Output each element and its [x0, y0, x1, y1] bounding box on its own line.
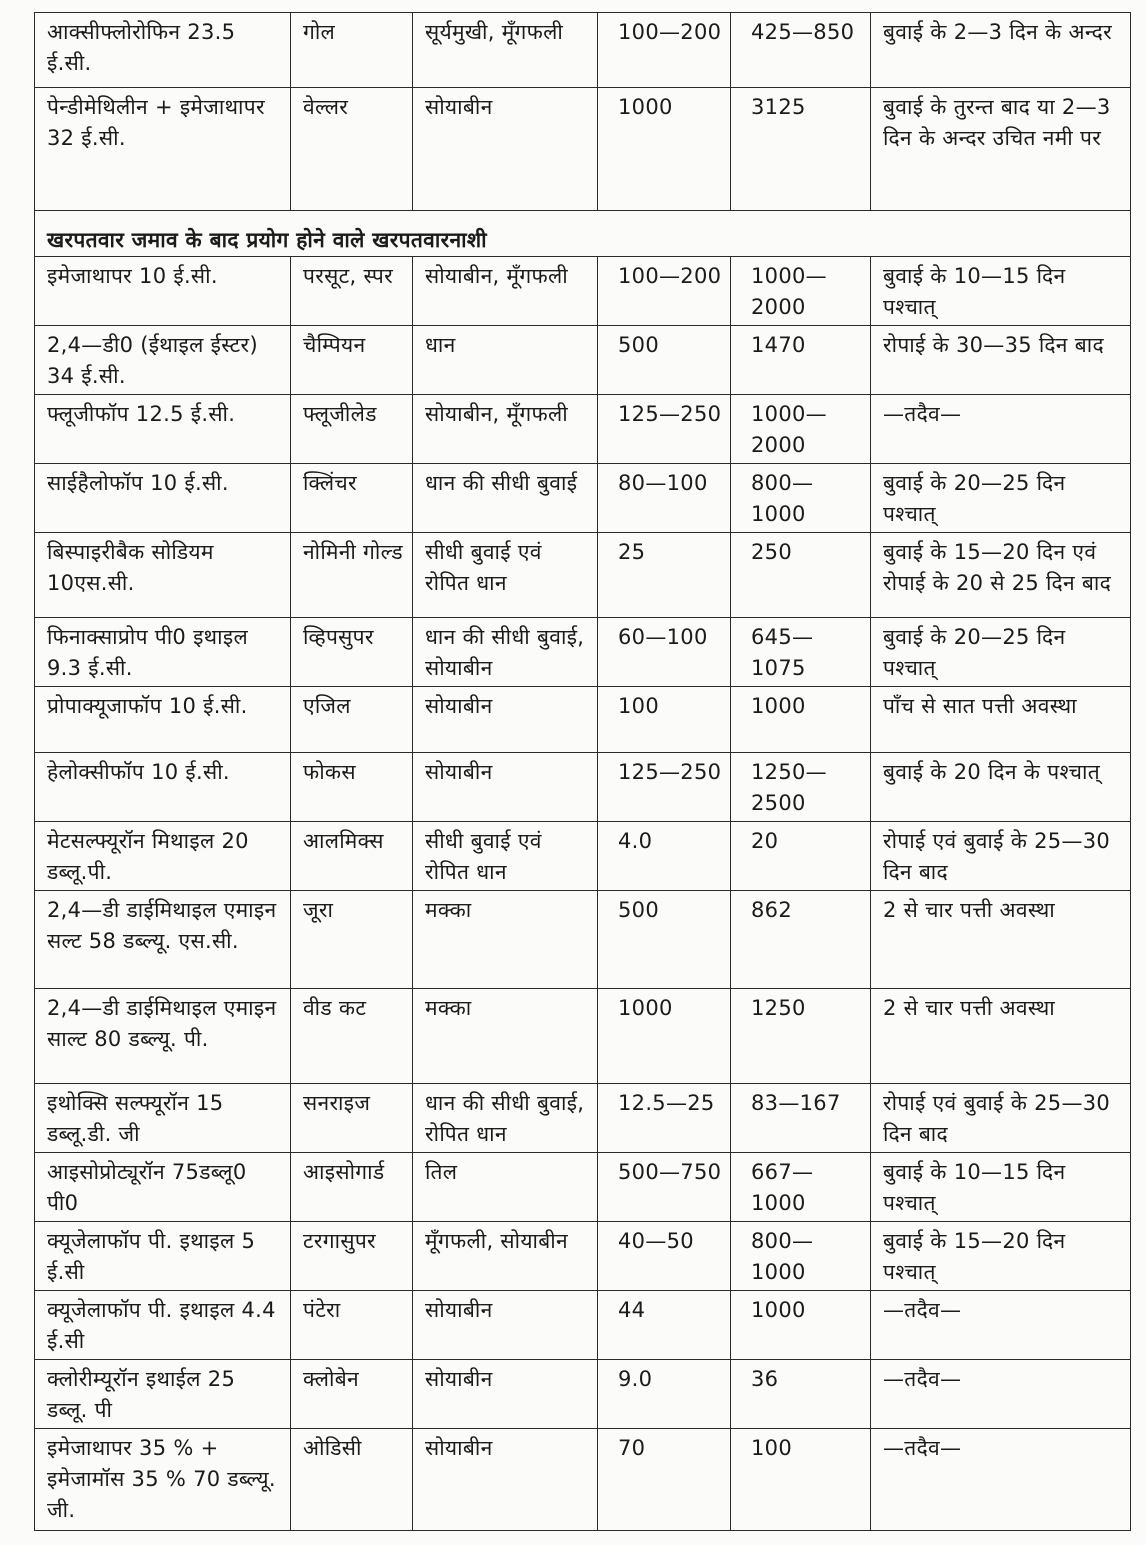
product-dose-cell: 3125 — [731, 88, 871, 211]
application-time-cell: —तदैव— — [871, 1291, 1131, 1360]
trade-name-cell: ओडिसी — [291, 1429, 413, 1531]
trade-name-cell: एजिल — [291, 687, 413, 753]
herbicide-name-cell: आइसोप्रोट्यूरॉन 75डब्लू0 पी0 — [35, 1153, 291, 1222]
active-dose-cell: 40—50 — [598, 1222, 731, 1291]
application-time-cell: बुवाई के 15—20 दिन एवं रोपाई के 20 से 25 दिन बाद — [871, 533, 1131, 618]
product-dose-cell: 1000 — [731, 687, 871, 753]
trade-name-cell: पंटेरा — [291, 1291, 413, 1360]
trade-name-cell: चैम्पियन — [291, 326, 413, 395]
table-row — [35, 822, 1131, 891]
product-dose-cell: 800—1000 — [731, 1222, 871, 1291]
herbicide-name-cell: क्लोरीम्यूरॉन इथाईल 25 डब्लू. पी — [35, 1360, 291, 1429]
table-row — [35, 1153, 1131, 1222]
crop-cell: सीधी बुवाई एवं रोपित धान — [413, 533, 598, 618]
herbicide-name-cell: इमेजाथापर 35 % + इमेजामॉस 35 % 70 डब्ल्यू. जी. — [35, 1429, 291, 1531]
product-dose-cell: 20 — [731, 822, 871, 891]
herbicide-name-cell: क्यूजेलाफॉप पी. इथाइल 4.4 ई.सी — [35, 1291, 291, 1360]
trade-name-cell: वीड कट — [291, 989, 413, 1084]
application-time-cell: रोपाई एवं बुवाई के 25—30 दिन बाद — [871, 1084, 1131, 1153]
crop-cell: धान की सीधी बुवाई, सोयाबीन — [413, 618, 598, 687]
trade-name-cell: आलमिक्स — [291, 822, 413, 891]
herbicide-name-cell: फ्लूजीफॉप 12.5 ई.सी. — [35, 395, 291, 464]
trade-name-cell: जूरा — [291, 891, 413, 989]
table-row — [35, 753, 1131, 822]
crop-cell: धान की सीधी बुवाई, रोपित धान — [413, 1084, 598, 1153]
table-row — [35, 395, 1131, 464]
application-time-cell: बुवाई के 20—25 दिन पश्चात् — [871, 464, 1131, 533]
trade-name-cell: व्हिपसुपर — [291, 618, 413, 687]
application-time-cell: रोपाई के 30—35 दिन बाद — [871, 326, 1131, 395]
product-dose-cell: 1000—2000 — [731, 395, 871, 464]
table-row — [35, 1291, 1131, 1360]
application-time-cell: —तदैव— — [871, 1429, 1131, 1531]
product-dose-cell: 1000 — [731, 1291, 871, 1360]
product-dose-cell: 667—1000 — [731, 1153, 871, 1222]
trade-name-cell: टरगासुपर — [291, 1222, 413, 1291]
crop-cell: धान की सीधी बुवाई — [413, 464, 598, 533]
table-row — [35, 1429, 1131, 1531]
active-dose-cell: 500 — [598, 326, 731, 395]
crop-cell: सोयाबीन — [413, 1360, 598, 1429]
product-dose-cell: 1000—2000 — [731, 257, 871, 326]
table-body — [35, 13, 1131, 1531]
crop-cell: सोयाबीन, मूँगफली — [413, 395, 598, 464]
active-dose-cell: 44 — [598, 1291, 731, 1360]
herbicide-name-cell: 2,4—डी0 (ईथाइल ईस्टर) 34 ई.सी. — [35, 326, 291, 395]
active-dose-cell: 500—750 — [598, 1153, 731, 1222]
product-dose-cell: 425—850 — [731, 13, 871, 88]
application-time-cell: 2 से चार पत्ती अवस्था — [871, 989, 1131, 1084]
herbicide-table — [34, 12, 1131, 1531]
crop-cell: सीधी बुवाई एवं रोपित धान — [413, 822, 598, 891]
application-time-cell: बुवाई के 10—15 दिन पश्चात् — [871, 257, 1131, 326]
application-time-cell: बुवाई के 10—15 दिन पश्चात् — [871, 1153, 1131, 1222]
active-dose-cell: 70 — [598, 1429, 731, 1531]
product-dose-cell: 1250—2500 — [731, 753, 871, 822]
active-dose-cell: 60—100 — [598, 618, 731, 687]
herbicide-name-cell: इथोक्सि सल्फ्यूरॉन 15 डब्लू.डी. जी — [35, 1084, 291, 1153]
herbicide-name-cell: साईहैलोफॉप 10 ई.सी. — [35, 464, 291, 533]
application-time-cell: 2 से चार पत्ती अवस्था — [871, 891, 1131, 989]
product-dose-cell: 83—167 — [731, 1084, 871, 1153]
herbicide-name-cell: आक्सीफ्लोरोफिन 23.5 ई.सी. — [35, 13, 291, 88]
crop-cell: धान — [413, 326, 598, 395]
trade-name-cell: सनराइज — [291, 1084, 413, 1153]
table-row — [35, 1084, 1131, 1153]
herbicide-name-cell: हेलोक्सीफॉप 10 ई.सी. — [35, 753, 291, 822]
crop-cell: सोयाबीन — [413, 1291, 598, 1360]
application-time-cell: रोपाई एवं बुवाई के 25—30 दिन बाद — [871, 822, 1131, 891]
crop-cell: सूर्यमुखी, मूँगफली — [413, 13, 598, 88]
herbicide-name-cell: बिस्पाइरीबैक सोडियम 10एस.सी. — [35, 533, 291, 618]
product-dose-cell: 36 — [731, 1360, 871, 1429]
active-dose-cell: 25 — [598, 533, 731, 618]
trade-name-cell: वेल्लर — [291, 88, 413, 211]
product-dose-cell: 250 — [731, 533, 871, 618]
crop-cell: मूँगफली, सोयाबीन — [413, 1222, 598, 1291]
herbicide-name-cell: 2,4—डी डाईमिथाइल एमाइन सल्ट 58 डब्ल्यू. एस.सी. — [35, 891, 291, 989]
application-time-cell: —तदैव— — [871, 395, 1131, 464]
active-dose-cell: 100—200 — [598, 13, 731, 88]
trade-name-cell: गोल — [291, 13, 413, 88]
table-row — [35, 687, 1131, 753]
section-row — [35, 211, 1131, 257]
active-dose-cell: 100 — [598, 687, 731, 753]
crop-cell: सोयाबीन — [413, 687, 598, 753]
table-row — [35, 618, 1131, 687]
trade-name-cell: फोकस — [291, 753, 413, 822]
crop-cell: सोयाबीन, मूँगफली — [413, 257, 598, 326]
active-dose-cell: 4.0 — [598, 822, 731, 891]
application-time-cell: बुवाई के 2—3 दिन के अन्दर — [871, 13, 1131, 88]
application-time-cell: बुवाई के 20—25 दिन पश्चात् — [871, 618, 1131, 687]
application-time-cell: बुवाई के तुरन्त बाद या 2—3 दिन के अन्दर उचित नमी पर — [871, 88, 1131, 211]
crop-cell: तिल — [413, 1153, 598, 1222]
active-dose-cell: 125—250 — [598, 753, 731, 822]
product-dose-cell: 1470 — [731, 326, 871, 395]
trade-name-cell: परसूट, स्पर — [291, 257, 413, 326]
active-dose-cell: 12.5—25 — [598, 1084, 731, 1153]
product-dose-cell: 1250 — [731, 989, 871, 1084]
crop-cell: सोयाबीन — [413, 753, 598, 822]
trade-name-cell: नोमिनी गोल्ड — [291, 533, 413, 618]
active-dose-cell: 1000 — [598, 88, 731, 211]
product-dose-cell: 100 — [731, 1429, 871, 1531]
table-row — [35, 1360, 1131, 1429]
active-dose-cell: 125—250 — [598, 395, 731, 464]
application-time-cell: —तदैव— — [871, 1360, 1131, 1429]
trade-name-cell: आइसोगार्ड — [291, 1153, 413, 1222]
application-time-cell: पाँच से सात पत्ती अवस्था — [871, 687, 1131, 753]
active-dose-cell: 500 — [598, 891, 731, 989]
table-row — [35, 1222, 1131, 1291]
active-dose-cell: 1000 — [598, 989, 731, 1084]
herbicide-name-cell: फिनाक्साप्रोप पी0 इथाइल 9.3 ई.सी. — [35, 618, 291, 687]
herbicide-name-cell: क्यूजेलाफॉप पी. इथाइल 5 ई.सी — [35, 1222, 291, 1291]
table-row — [35, 88, 1131, 211]
table-row — [35, 13, 1131, 88]
table-row — [35, 464, 1131, 533]
table-row — [35, 891, 1131, 989]
herbicide-name-cell: पेन्डीमेथिलीन + इमेजाथापर 32 ई.सी. — [35, 88, 291, 211]
table-row — [35, 257, 1131, 326]
product-dose-cell: 645—1075 — [731, 618, 871, 687]
table-row — [35, 533, 1131, 618]
trade-name-cell: फ्लूजीलेड — [291, 395, 413, 464]
trade-name-cell: क्लिंचर — [291, 464, 413, 533]
table-row — [35, 989, 1131, 1084]
product-dose-cell: 862 — [731, 891, 871, 989]
crop-cell: सोयाबीन — [413, 88, 598, 211]
herbicide-name-cell: प्रोपाक्यूजाफॉप 10 ई.सी. — [35, 687, 291, 753]
active-dose-cell: 100—200 — [598, 257, 731, 326]
product-dose-cell: 800—1000 — [731, 464, 871, 533]
application-time-cell: बुवाई के 20 दिन के पश्चात् — [871, 753, 1131, 822]
herbicide-name-cell: मेटसल्फ्यूरॉन मिथाइल 20 डब्लू.पी. — [35, 822, 291, 891]
trade-name-cell: क्लोबेन — [291, 1360, 413, 1429]
active-dose-cell: 9.0 — [598, 1360, 731, 1429]
crop-cell: मक्का — [413, 891, 598, 989]
section-heading: खरपतवार जमाव के बाद प्रयोग होने वाले खरपतवारनाशी — [35, 211, 1131, 257]
active-dose-cell: 80—100 — [598, 464, 731, 533]
herbicide-name-cell: 2,4—डी डाईमिथाइल एमाइन साल्ट 80 डब्ल्यू. पी. — [35, 989, 291, 1084]
application-time-cell: बुवाई के 15—20 दिन पश्चात् — [871, 1222, 1131, 1291]
table-row — [35, 326, 1131, 395]
crop-cell: सोयाबीन — [413, 1429, 598, 1531]
crop-cell: मक्का — [413, 989, 598, 1084]
herbicide-name-cell: इमेजाथापर 10 ई.सी. — [35, 257, 291, 326]
